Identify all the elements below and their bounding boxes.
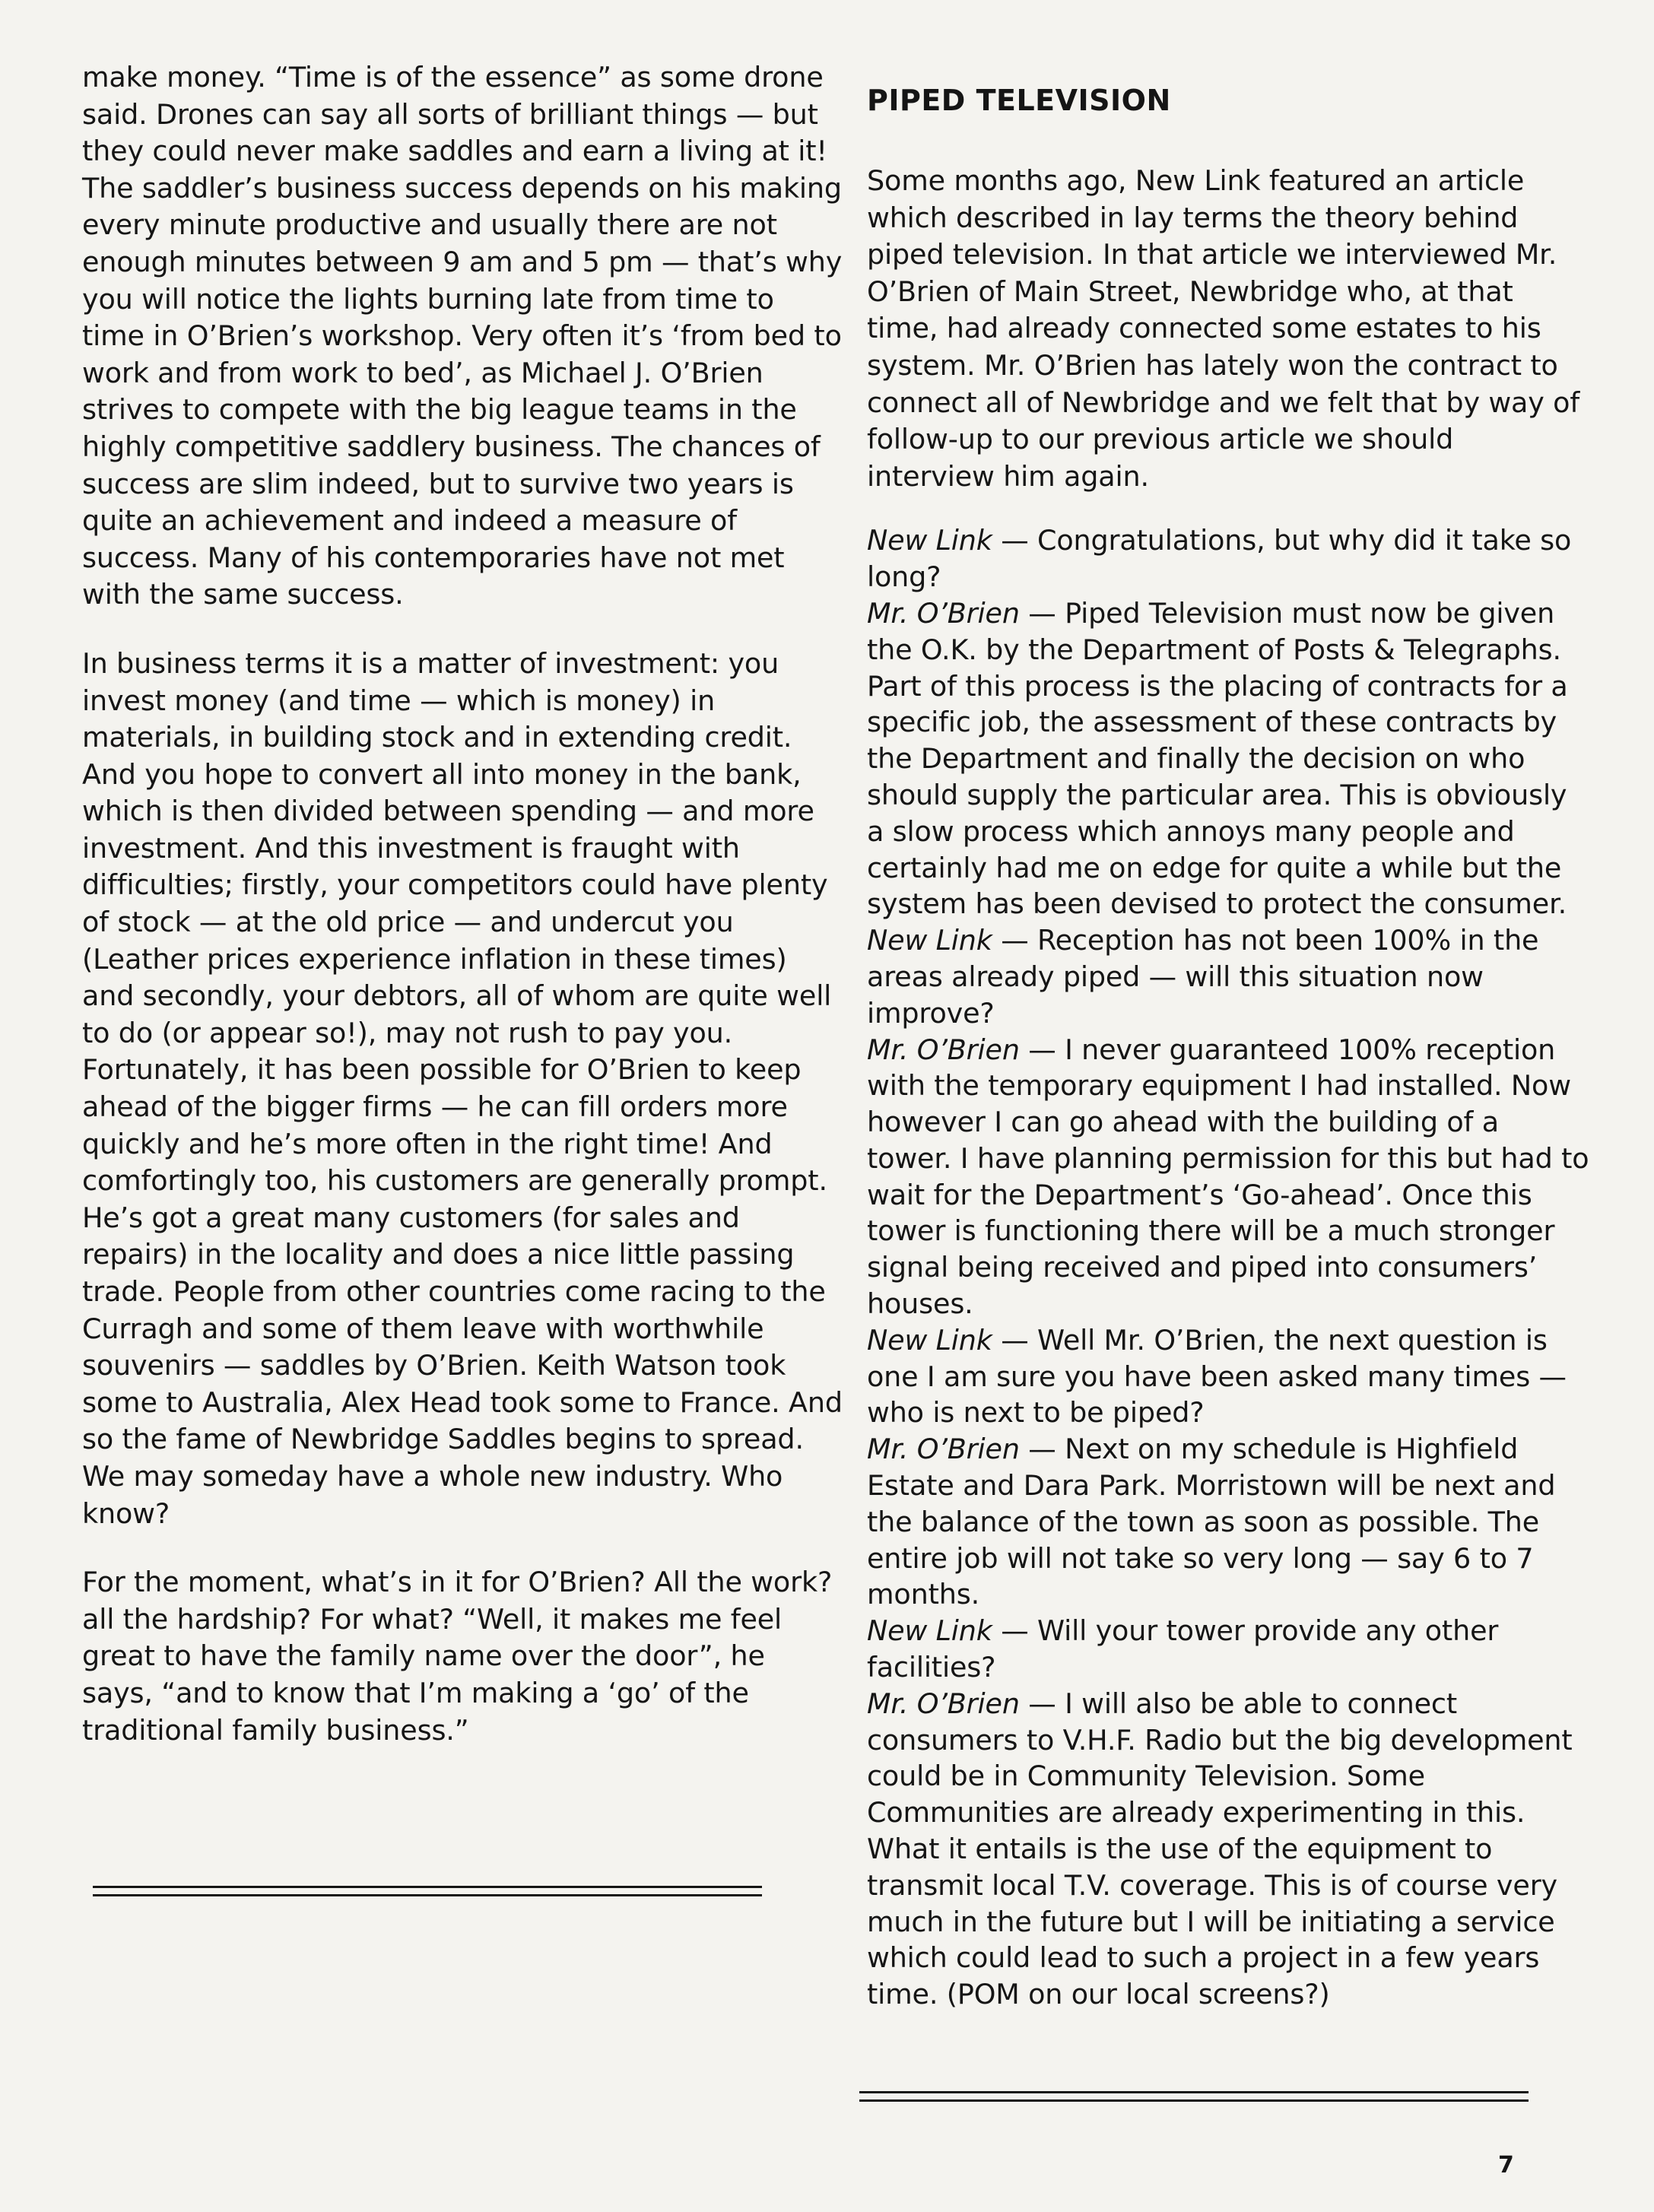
exchange-text: — Will your tower provide any other facilities? [867, 1614, 1499, 1684]
right-column [867, 59, 1589, 2013]
article-heading: PIPED TELEVISION [867, 84, 1171, 117]
speaker-label: Mr. O’Brien [867, 1687, 1020, 1720]
section-divider-left [93, 1886, 762, 1896]
exchange-text: — Next on my schedule is Highfield Estate and Dara Park. Morristown will be next and the balance of the town as soon as possible. The entire job will not take so very long — say 6 to 7 months. [867, 1433, 1556, 1611]
interview-exchange [867, 1613, 1589, 1686]
interview-exchange [867, 1322, 1589, 1431]
interview-exchange [867, 1032, 1589, 1322]
speaker-label: Mr. O’Brien [867, 1033, 1020, 1066]
body-paragraph: In business terms it is a matter of investment: you invest money (and time — which is money) in materials, in building stock and in extending credit. And you hope to convert all into money in the bank, which is then divided between spending — and more investment. And this investment is fraught with difficulties; firstly, your competitors could have plenty of stock — at the old price — and undercut you (Leather prices experience inflation in these times) and secondly, your debtors, all of whom are quite well to do (or appear so!), may not rush to pay you. Fortunately, it has been possible for O’Brien to keep ahead of the bigger firms — he can fill orders more quickly and he’s more often in the right time! And comfortingly too, his customers are generally prompt. He’s got a great many customers (for sales and repairs) in the locality and does a nice little passing trade. People from other countries come racing to the Curragh and some of them leave with worthwhile souvenirs — saddles by O’Brien. Keith Watson took some to Australia, Alex Head took some to France. And so the fame of Newbridge Saddles begins to spread. We may someday have a whole new industry. Who know? [82, 646, 843, 1530]
body-paragraph: make money. “Time is of the essence” as some drone said. Drones can say all sorts of brilliant things — but they could never make saddles and earn a living at it! The saddler’s business success depends on his making every minute productive and usually there are not enough minutes between 9 am and 5 pm — that’s why you will notice the lights burning late from time to time in O’Brien’s workshop. Very often it’s ‘from bed to work and from work to bed’, as Michael J. O’Brien strives to compete with the big league teams in the highly competitive saddlery business. The chances of success are slim indeed, but to survive two years is quite an achievement and indeed a measure of success. Many of his contemporaries have not met with the same success. [82, 61, 843, 611]
article-intro: Some months ago, New Link featured an article which described in lay terms the theory behind piped television. In that article we interviewed Mr. O’Brien of Main Street, Newbridge who, at that time, had already connected some estates to his system. Mr. O’Brien has lately won the contract to connect all of Newbridge and we felt that by way of follow-up to our previous article we should interview him again. [867, 164, 1580, 493]
speaker-label: New Link [867, 1614, 992, 1648]
section-divider-right [859, 2091, 1529, 2102]
interview-exchange [867, 922, 1589, 1031]
exchange-text: — Congratulations, but why did it take so long? [867, 524, 1572, 594]
body-paragraph: For the moment, what’s in it for O’Brien? All the work? all the hardship? For what? “Well, it makes me feel great to have the family name over the door”, he says, “and to know that I’m making a ‘go’ of the traditional family business.” [82, 1566, 833, 1747]
exchange-text: — I never guaranteed 100% reception with the temporary equipment I had installed. Now however I can go ahead with the building of a tower. I have planning permission for this but had to wait for the Department’s ‘Go-ahead’. Once this tower is functioning there will be a much stronger signal being received and piped into consumers’ houses. [867, 1033, 1589, 1321]
page-number: 7 [1498, 2152, 1514, 2179]
speaker-label: Mr. O’Brien [867, 1433, 1020, 1466]
interview-exchange [867, 522, 1589, 595]
speaker-label: New Link [867, 524, 992, 557]
exchange-text: — Piped Television must now be given the O.K. by the Department of Posts & Telegraphs. Part of this process is the placing of contracts for a specific job, the assessment of these contracts by the Department and finally the decision on who should supply the particular area. This is obviously a slow process which annoys many people and certainly had me on edge for quite a while but the system has been devised to protect the consumer. [867, 596, 1568, 921]
left-column [82, 59, 843, 1781]
interview-exchange [867, 1686, 1589, 2013]
exchange-text: — I will also be able to connect consumers to V.H.F. Radio but the big development could be in Community Television. Some Communities are already experimenting in this. What it entails is the use of the equipment to transmit local T.V. coverage. This is of course very much in the future but I will be initiating a service which could lead to such a project in a few years time. (POM on our local screens?) [867, 1687, 1573, 2011]
exchange-text: — Reception has not been 100% in the areas already piped — will this situation now improve? [867, 924, 1539, 1030]
interview-exchange [867, 1431, 1589, 1613]
interview-block [867, 522, 1589, 2013]
interview-exchange [867, 595, 1589, 922]
exchange-text: — Well Mr. O’Brien, the next question is one I am sure you have been asked many times — who is next to be piped? [867, 1323, 1567, 1430]
speaker-label: New Link [867, 1323, 992, 1357]
speaker-label: Mr. O’Brien [867, 596, 1020, 630]
speaker-label: New Link [867, 924, 992, 957]
